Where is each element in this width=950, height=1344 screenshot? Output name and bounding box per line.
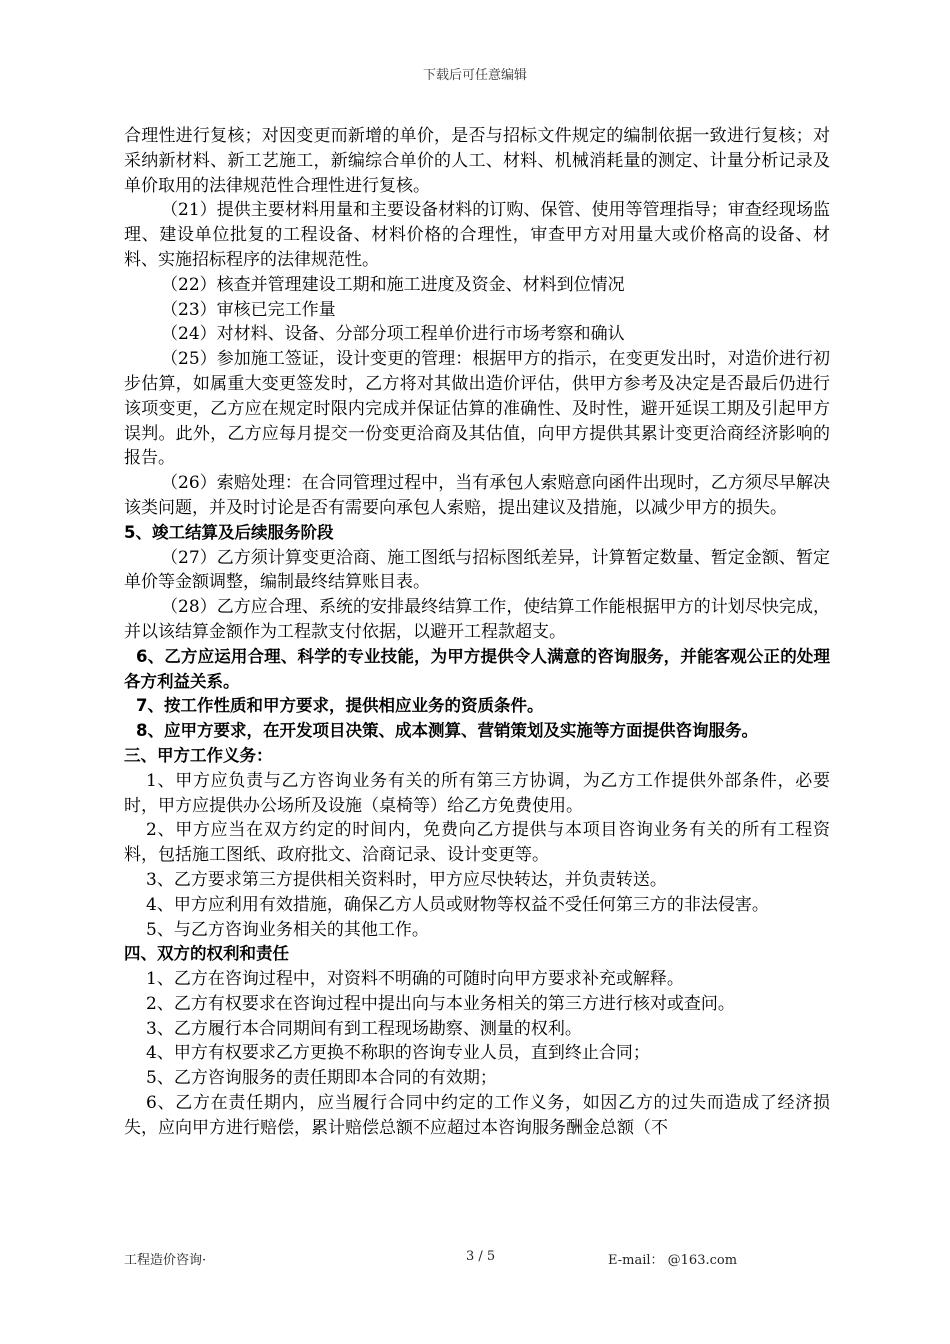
paragraph: （24）对材料、设备、分部分项工程单价进行市场考察和确认 <box>161 324 625 345</box>
paragraph: 4、甲方应利用有效措施，确保乙方人员或财物等权益不受任何第三方的非法侵害。 <box>146 894 769 915</box>
paragraph: 6、乙方应运用合理、科学的专业技能，为甲方提供令人满意的咨询服务，并能客观公正的处理各方利益关系。 <box>124 646 830 691</box>
footer-company: 工程造价咨询· <box>124 1253 207 1268</box>
paragraph: 6、乙方在责任期内，应当履行合同中约定的工作义务，如因乙方的过失而造成了经济损失，应向甲方进行赔偿，累计赔偿总额不应超过本咨询服务酬金总额（不 <box>124 1093 830 1138</box>
paragraph: 2、乙方有权要求在咨询过程中提出向与本业务相关的第三方进行核对或查问。 <box>146 993 735 1014</box>
paragraph: （23）审核已完工作量 <box>161 299 336 320</box>
page-number: 3 / 5 <box>466 1249 496 1264</box>
paragraph: 7、按工作性质和甲方要求，提供相应业务的资质条件。 <box>136 696 544 716</box>
page-header: 下载后可任意编辑 <box>422 68 527 83</box>
paragraph: （21）提供主要材料用量和主要设备材料的订购、保管、使用等管理指导；审查经现场监理、建设单位批复的工程设备、材料价格的合理性，审查甲方对用量大或价格高的设备、材料、实施招标程序的法律规范性。 <box>124 200 830 270</box>
paragraph: 5、竣工结算及后续服务阶段 <box>124 522 334 542</box>
paragraph: 四、双方的权利和责任 <box>124 944 289 964</box>
footer-email: E-mail： @163.com <box>608 1253 738 1268</box>
paragraph: 2、甲方应当在双方约定的时间内，免费向乙方提供与本项目咨询业务有关的所有工程资料，包括施工图纸、政府批文、洽商记录、设计变更等。 <box>124 820 830 866</box>
paragraph: 合理性进行复核；对因变更而新增的单价，是否与招标文件规定的编制依据一致进行复核；对采纳新材料、新工艺施工，新编综合单价的人工、材料、机械消耗量的测定、计量分析记录及单价取用的法律规范性合理性进行复核。 <box>124 126 830 196</box>
paragraph: （25）参加施工签证，设计变更的管理：根据甲方的指示，在变更发出时，对造价进行初步估算，如属重大变更签发时，乙方将对其做出造价评估，供甲方参考及决定是否最后仍进行该项变更，乙方应在规定时限内完成并保证估算的准确性、及时性，避开延误工期及引起甲方误判。此外，乙方应每月提交一份变更洽商及其估值，向甲方提供其累计变更洽商经济影响的报告。 <box>124 349 830 469</box>
paragraph: 3、乙方要求第三方提供相关资料时，甲方应尽快转达，并负责转送。 <box>146 869 667 890</box>
paragraph: （22）核查并管理建设工期和施工进度及资金、材料到位情况 <box>161 274 625 295</box>
paragraph: 三、甲方工作义务： <box>124 745 273 765</box>
paragraph: （26）索赔处理：在合同管理过程中，当有承包人索赔意向函件出现时，乙方须尽早解决该类问题，并及时讨论是否有需要向承包人索赔，提出建议及措施，以减少甲方的损失。 <box>124 473 830 518</box>
paragraph: （27）乙方须计算变更洽商、施工图纸与招标图纸差异，计算暂定数量、暂定金额、暂定单价等金额调整，编制最终结算账目表。 <box>124 547 830 593</box>
paragraph: 1、乙方在咨询过程中，对资料不明确的可随时向甲方要求补充或解释。 <box>146 969 684 990</box>
paragraph: 1、甲方应负责与乙方咨询业务有关的所有第三方协调，为乙方工作提供外部条件，必要时，甲方应提供办公场所及设施（桌椅等）给乙方免费使用。 <box>124 770 830 816</box>
paragraph: （28）乙方应合理、系统的安排最终结算工作，使结算工作能根据甲方的计划尽快完成，并以该结算金额作为工程款支付依据，以避开工程款超支。 <box>124 597 830 642</box>
paragraph: 3、乙方履行本合同期间有到工程现场勘察、测量的权利。 <box>146 1018 582 1039</box>
document-body <box>124 124 830 1141</box>
paragraph: 8、应甲方要求，在开发项目决策、成本测算、营销策划及实施等方面提供咨询服务。 <box>136 721 758 741</box>
paragraph: 4、甲方有权要求乙方更换不称职的咨询专业人员，直到终止合同； <box>146 1043 650 1064</box>
page-footer <box>124 1249 830 1269</box>
paragraph: 5、与乙方咨询业务相关的其他工作。 <box>146 919 429 940</box>
paragraph: 5、乙方咨询服务的责任期即本合同的有效期； <box>146 1068 497 1089</box>
